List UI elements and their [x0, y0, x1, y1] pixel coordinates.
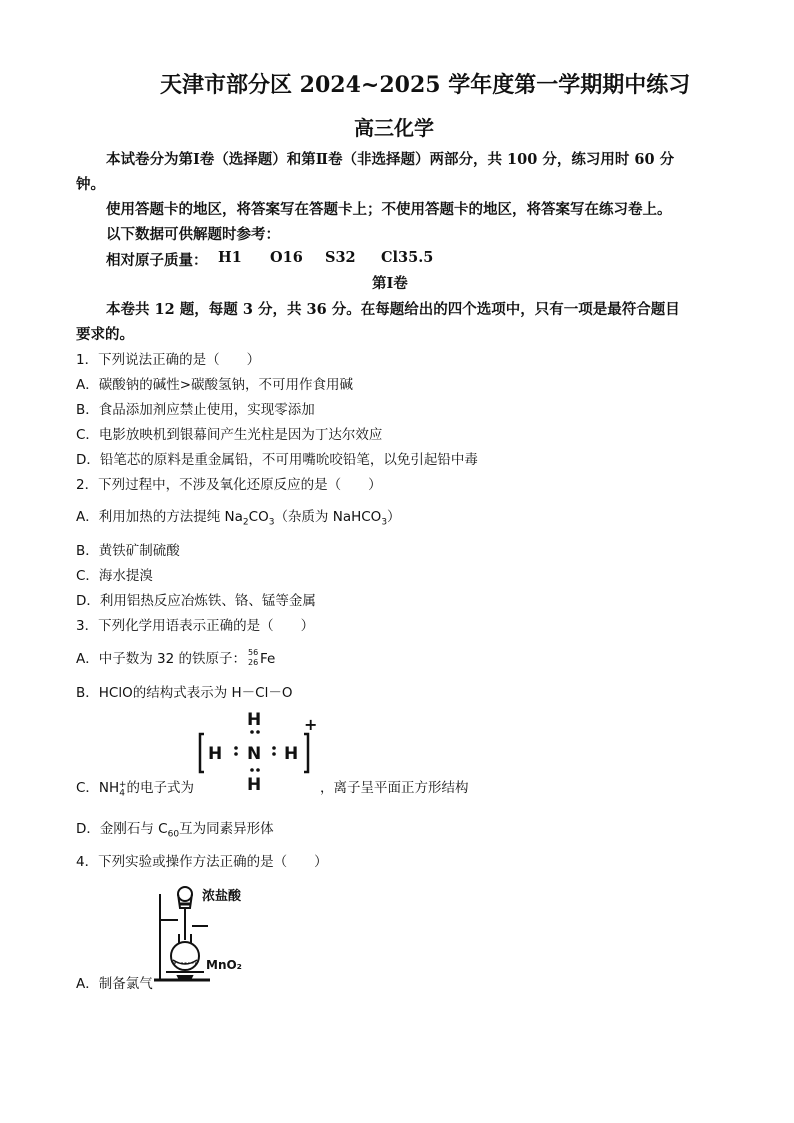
intro-line-3: 以下数据可供解题时参考：: [106, 226, 280, 243]
q3-stem: 3．下列化学用语表示正确的是（ ）: [76, 618, 315, 634]
section-desc-2: 要求的。: [76, 326, 134, 343]
q2-option-d: D．利用铝热反应冶炼铁、铬、锰等金属: [76, 593, 316, 609]
svg-text:H: H: [208, 744, 223, 764]
svg-text:N: N: [247, 744, 262, 764]
atomic-mass-cl: Cl35.5: [381, 249, 434, 266]
atomic-mass-h: H1: [218, 249, 242, 266]
svg-text:H: H: [247, 710, 262, 730]
q4-option-a: A．制备氯气: [76, 976, 153, 992]
q1-option-b: B．食品添加剂应禁止使用，实现零添加: [76, 402, 315, 418]
q1-option-d: D．铅笔芯的原料是重金属铅，不可用嘴吮咬铅笔，以免引起铅中毒: [76, 452, 478, 468]
intro-line-2: 使用答题卡的地区，将答案写在答题卡上；不使用答题卡的地区，将答案写在练习卷上。: [106, 201, 672, 218]
q1-option-c: C．电影放映机到银幕间产生光柱是因为丁达尔效应: [76, 427, 383, 443]
intro-line-1b: 钟。: [76, 176, 105, 193]
section-title: 第Ⅰ卷: [372, 275, 408, 292]
q3-option-d: D．金刚石与 $C_{60}$互为同素异形体: [76, 821, 274, 840]
q2-option-a: A．利用加热的方法提纯 $Na_2CO_3$（杂质为 NaHCO$_3$）: [76, 509, 401, 528]
svg-text:H: H: [284, 744, 299, 764]
q2-option-b: B．黄铁矿制硫酸: [76, 543, 180, 559]
q1-option-a: A．碳酸钠的碱性>碳酸氢钠，不可用作食用碱: [76, 377, 354, 393]
q1-stem: 1．下列说法正确的是（ ）: [76, 352, 261, 368]
nuclide-notation: 56 26: [248, 648, 259, 667]
atomic-mass-s: S32: [325, 249, 356, 266]
page-subtitle: 高三化学: [354, 116, 434, 140]
q3-option-b: B．HClO的结构式表示为 H－Cl－O: [76, 685, 293, 701]
section-desc-1: 本卷共 12 题，每题 3 分，共 36 分。在每题给出的四个选项中，只有一项是最符合题目: [106, 301, 680, 318]
svg-text:+: +: [304, 715, 318, 734]
svg-text:H: H: [247, 775, 262, 792]
q3-option-a: A．中子数为 32 的铁原子： 56 26 Fe: [76, 648, 276, 667]
q2-stem: 2．下列过程中，不涉及氧化还原反应的是（ ）: [76, 477, 382, 493]
q2-option-c: C．海水提溴: [76, 568, 153, 584]
q4-stem: 4．下列实验或操作方法正确的是（ ）: [76, 854, 328, 870]
q3-option-c: C．$NH_4^+$的电子式为 ，离子呈平面正方形结构: [76, 779, 469, 799]
label-mno2: MnO₂: [206, 958, 242, 972]
label-concentrated-hcl: 浓盐酸: [202, 889, 242, 904]
intro-line-1: 本试卷分为第Ⅰ卷（选择题）和第Ⅱ卷（非选择题）两部分，共 100 分，练习用时 60 分: [106, 151, 675, 168]
page-title: 天津市部分区 2024~2025 学年度第一学期期中练习: [160, 72, 691, 98]
atomic-masses-label: 相对原子质量：: [106, 252, 208, 269]
atomic-mass-o: O16: [270, 249, 303, 266]
